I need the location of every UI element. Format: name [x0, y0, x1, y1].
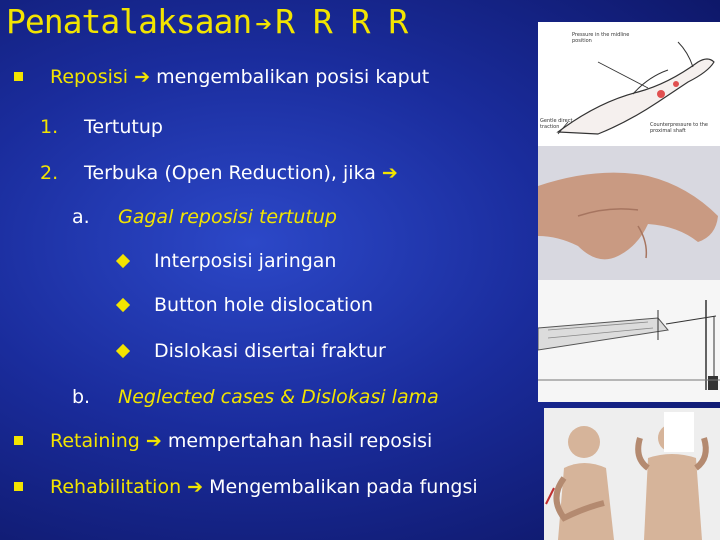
figure-label: Pressure in the midline position	[572, 32, 630, 44]
retaining-text: mempertahan hasil reposisi	[167, 430, 433, 452]
hand-photo	[538, 146, 720, 280]
item-text: Tertutup	[84, 116, 163, 138]
item-number: 1.	[40, 116, 59, 138]
arrow-right-icon: ➔	[381, 162, 398, 184]
sub-letter: a.	[72, 206, 90, 228]
rehab-exercise-illustration	[544, 408, 720, 540]
square-bullet-icon	[14, 72, 23, 81]
hand-photo-drawing	[538, 146, 720, 280]
reposisi-text: mengembalikan posisi kaput	[156, 66, 430, 88]
diamond-bullet-icon	[116, 298, 130, 312]
square-bullet-icon	[14, 436, 23, 445]
diamond-bullet-icon	[116, 344, 130, 358]
reduction-illustration	[538, 22, 720, 146]
sub-text: Gagal reposisi tertutup	[118, 206, 337, 228]
arrow-right-icon: ➔	[145, 430, 162, 452]
arrow-right-icon: ➔	[187, 476, 204, 498]
rehab-text: Mengembalikan pada fungsi	[209, 476, 478, 498]
sub-point: Interposisi jaringan	[154, 250, 337, 272]
slide-title	[6, 2, 407, 41]
diamond-bullet-icon	[116, 254, 130, 268]
reposisi-label: Reposisi	[50, 66, 129, 88]
item-line	[84, 162, 398, 184]
sub-letter: b.	[72, 386, 91, 408]
rehab-line	[50, 476, 478, 498]
traction-splint-drawing	[538, 280, 720, 402]
sub-point: Button hole dislocation	[154, 294, 373, 316]
retaining-label: Retaining	[50, 430, 140, 452]
reposisi-line	[50, 66, 429, 88]
traction-splint-illustration	[538, 280, 720, 402]
figure-label: Counterpressure to the proximal shaft	[650, 122, 708, 134]
rehab-label: Rehabilitation	[50, 476, 182, 498]
item-text: Terbuka (Open Reduction), jika	[84, 162, 376, 184]
sub-point: Dislokasi disertai fraktur	[154, 340, 386, 362]
title-left: Penatalaksaan	[6, 2, 252, 41]
title-right: R R R R	[275, 2, 408, 41]
arrow-right-icon: ➔	[255, 7, 272, 40]
sub-text: Neglected cases & Dislokasi lama	[118, 386, 439, 408]
item-number: 2.	[40, 162, 59, 184]
figure-label: Gentle direct traction	[540, 118, 573, 130]
rehab-exercise-drawing	[544, 408, 720, 540]
square-bullet-icon	[14, 482, 23, 491]
arrow-right-icon: ➔	[134, 66, 151, 88]
retaining-line	[50, 430, 432, 452]
